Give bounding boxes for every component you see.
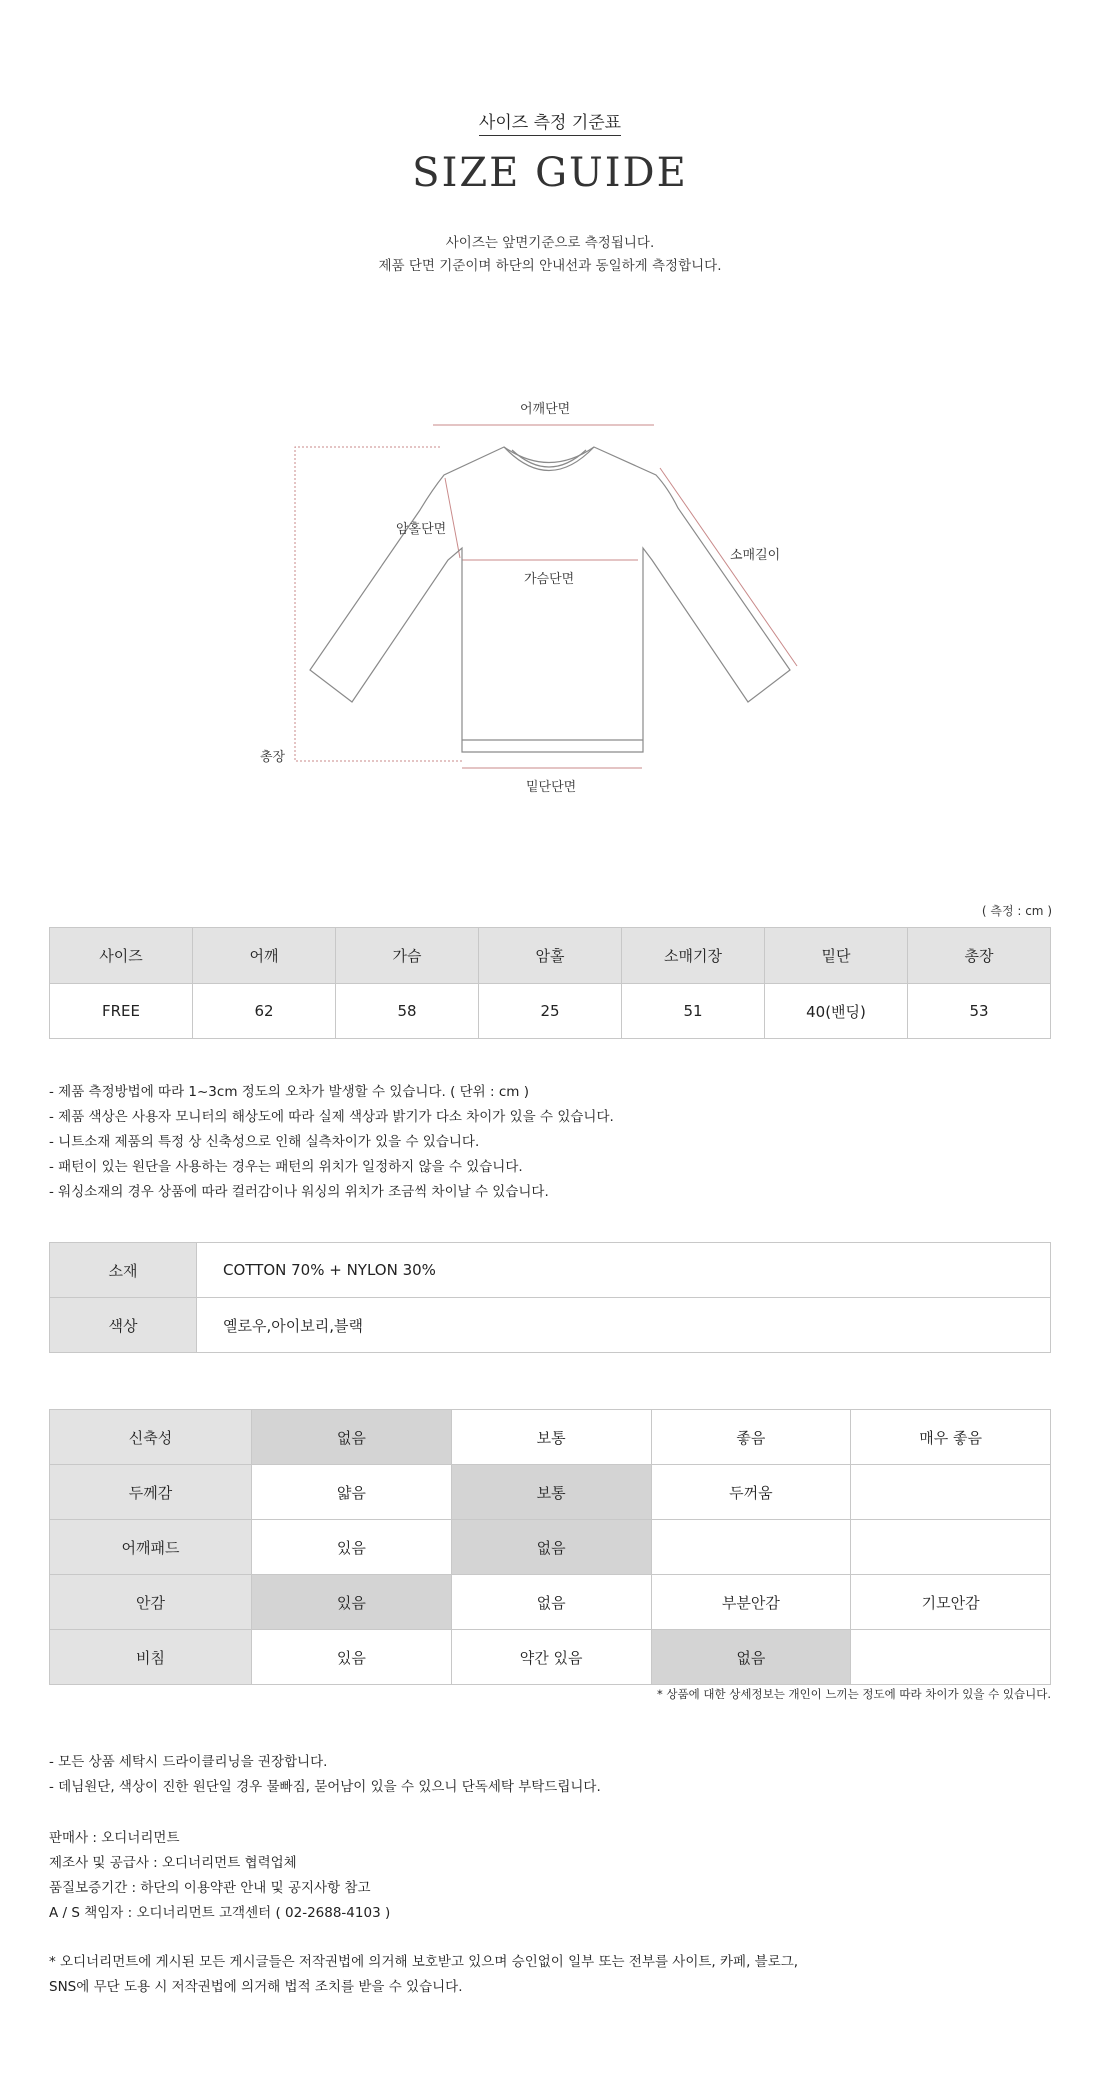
feel-cell	[851, 1465, 1051, 1520]
feel-cell-selected: 보통	[451, 1465, 651, 1520]
feel-label: 어깨패드	[50, 1520, 252, 1575]
feel-cell: 기모안감	[851, 1575, 1051, 1630]
intro-line: 제품 단면 기준이며 하단의 안내선과 동일하게 측정합니다.	[378, 258, 722, 274]
note-line: - 데님원단, 색상이 진한 원단일 경우 물빠짐, 묻어남이 있을 수 있으니 단독세탁 부탁드립니다.	[49, 1779, 601, 1795]
feel-note: * 상품에 대한 상세정보는 개인이 느끼는 정도에 따라 차이가 있을 수 있습니다.	[657, 1687, 1051, 1701]
seller-info	[49, 1826, 390, 1926]
header-cell: 암홀	[479, 928, 622, 984]
table-cell: 25	[479, 984, 622, 1039]
table-row	[50, 1298, 1051, 1353]
color-label: 색상	[50, 1298, 197, 1353]
table-row	[50, 1575, 1051, 1630]
note-line: - 제품 색상은 사용자 모니터의 해상도에 따라 실제 색상과 밝기가 다소 차이가 있을 수 있습니다.	[49, 1109, 614, 1125]
label-length: 총장	[260, 750, 286, 765]
feel-cell: 부분안감	[651, 1575, 851, 1630]
label-sleeve: 소매길이	[730, 548, 781, 563]
garment-diagram	[0, 380, 1100, 800]
table-row	[50, 1410, 1051, 1465]
intro-line: 사이즈는 앞면기준으로 측정됩니다.	[445, 235, 655, 251]
label-armhole: 암홀단면	[396, 522, 447, 537]
color-value: 옐로우,아이보리,블랙	[197, 1298, 1051, 1353]
neckline-inner	[512, 450, 586, 467]
seller-line: A / S 책임자 : 오디너리먼트 고객센터 ( 02-2688-4103 )	[49, 1905, 391, 1921]
feel-cell: 좋음	[651, 1410, 851, 1465]
feel-cell-selected: 없음	[651, 1630, 851, 1685]
material-table	[49, 1242, 1051, 1353]
page-title: SIZE GUIDE	[412, 150, 688, 196]
seller-line: 품질보증기간 : 하단의 이용약관 안내 및 공지사항 참고	[49, 1880, 371, 1896]
header-cell: 어깨	[193, 928, 336, 984]
feel-label: 비침	[50, 1630, 252, 1685]
header-cell: 소매기장	[622, 928, 765, 984]
note-line: - 니트소재 제품의 특정 상 신축성으로 인해 실측차이가 있을 수 있습니다.	[49, 1134, 480, 1150]
table-cell: 51	[622, 984, 765, 1039]
copyright-notice	[49, 1950, 798, 2000]
table-cell: 40(밴딩)	[765, 984, 908, 1039]
feel-cell: 매우 좋음	[851, 1410, 1051, 1465]
table-row	[50, 984, 1051, 1039]
feel-cell-selected: 없음	[451, 1520, 651, 1575]
seller-line: 제조사 및 공급사 : 오디너리먼트 협력업체	[49, 1855, 297, 1871]
header-cell: 가슴	[336, 928, 479, 984]
unit-label: ( 측정 : cm )	[981, 904, 1052, 918]
feel-cell	[851, 1520, 1051, 1575]
header-cell: 총장	[908, 928, 1051, 984]
header-cell: 사이즈	[50, 928, 193, 984]
intro-text	[0, 232, 1100, 278]
material-value: COTTON 70% + NYLON 30%	[197, 1243, 1051, 1298]
feel-cell: 약간 있음	[451, 1630, 651, 1685]
care-notes	[49, 1750, 601, 1800]
page-subtitle	[0, 108, 1100, 133]
sweater-body	[310, 447, 790, 752]
feel-cell: 없음	[451, 1575, 651, 1630]
table-cell: 58	[336, 984, 479, 1039]
label-chest: 가슴단면	[524, 572, 575, 587]
feel-label: 신축성	[50, 1410, 252, 1465]
note-line: - 워싱소재의 경우 상품에 따라 컬러감이나 워싱의 위치가 조금씩 차이날 수 있습니다.	[49, 1184, 549, 1200]
sleeve-guide-line	[660, 468, 797, 666]
material-label: 소재	[50, 1243, 197, 1298]
table-row	[50, 1465, 1051, 1520]
table-row	[50, 1243, 1051, 1298]
table-row	[50, 1520, 1051, 1575]
sweater-illustration	[0, 380, 1100, 800]
feel-cell: 있음	[252, 1520, 452, 1575]
seller-line: 판매사 : 오디너리먼트	[49, 1830, 180, 1846]
length-guide-line	[295, 447, 462, 761]
copyright-line: * 오디너리먼트에 게시된 모든 게시글들은 저작권법에 의거해 보호받고 있으며 승인없이 일부 또는 전부를 사이트, 카페, 블로그,	[49, 1954, 799, 1970]
label-shoulder: 어깨단면	[520, 402, 571, 417]
feel-table	[49, 1409, 1051, 1685]
table-cell: FREE	[50, 984, 193, 1039]
armhole-guide-line	[445, 478, 460, 558]
feel-cell-selected: 있음	[252, 1575, 452, 1630]
copyright-line: SNS에 무단 도용 시 저작권법에 의거해 법적 조치를 받을 수 있습니다.	[49, 1979, 463, 1995]
note-line: - 모든 상품 세탁시 드라이클리닝을 권장합니다.	[49, 1754, 328, 1770]
feel-cell: 있음	[252, 1630, 452, 1685]
measurement-notes	[49, 1080, 614, 1205]
feel-label: 안감	[50, 1575, 252, 1630]
header-cell: 밑단	[765, 928, 908, 984]
table-row	[50, 1630, 1051, 1685]
note-line: - 패턴이 있는 원단을 사용하는 경우는 패턴의 위치가 일정하지 않을 수 있습니다.	[49, 1159, 523, 1175]
size-table	[49, 927, 1051, 1039]
feel-cell	[651, 1520, 851, 1575]
feel-cell: 얇음	[252, 1465, 452, 1520]
subtitle-text: 사이즈 측정 기준표	[479, 113, 621, 136]
size-table-header	[50, 928, 1051, 984]
table-cell: 53	[908, 984, 1051, 1039]
table-cell: 62	[193, 984, 336, 1039]
feel-cell: 두꺼움	[651, 1465, 851, 1520]
feel-cell	[851, 1630, 1051, 1685]
feel-cell: 보통	[451, 1410, 651, 1465]
feel-cell-selected: 없음	[252, 1410, 452, 1465]
feel-label: 두께감	[50, 1465, 252, 1520]
label-hem: 밑단단면	[526, 780, 577, 795]
note-line: - 제품 측정방법에 따라 1~3cm 정도의 오차가 발생할 수 있습니다. ( 단위 : cm )	[49, 1084, 529, 1100]
